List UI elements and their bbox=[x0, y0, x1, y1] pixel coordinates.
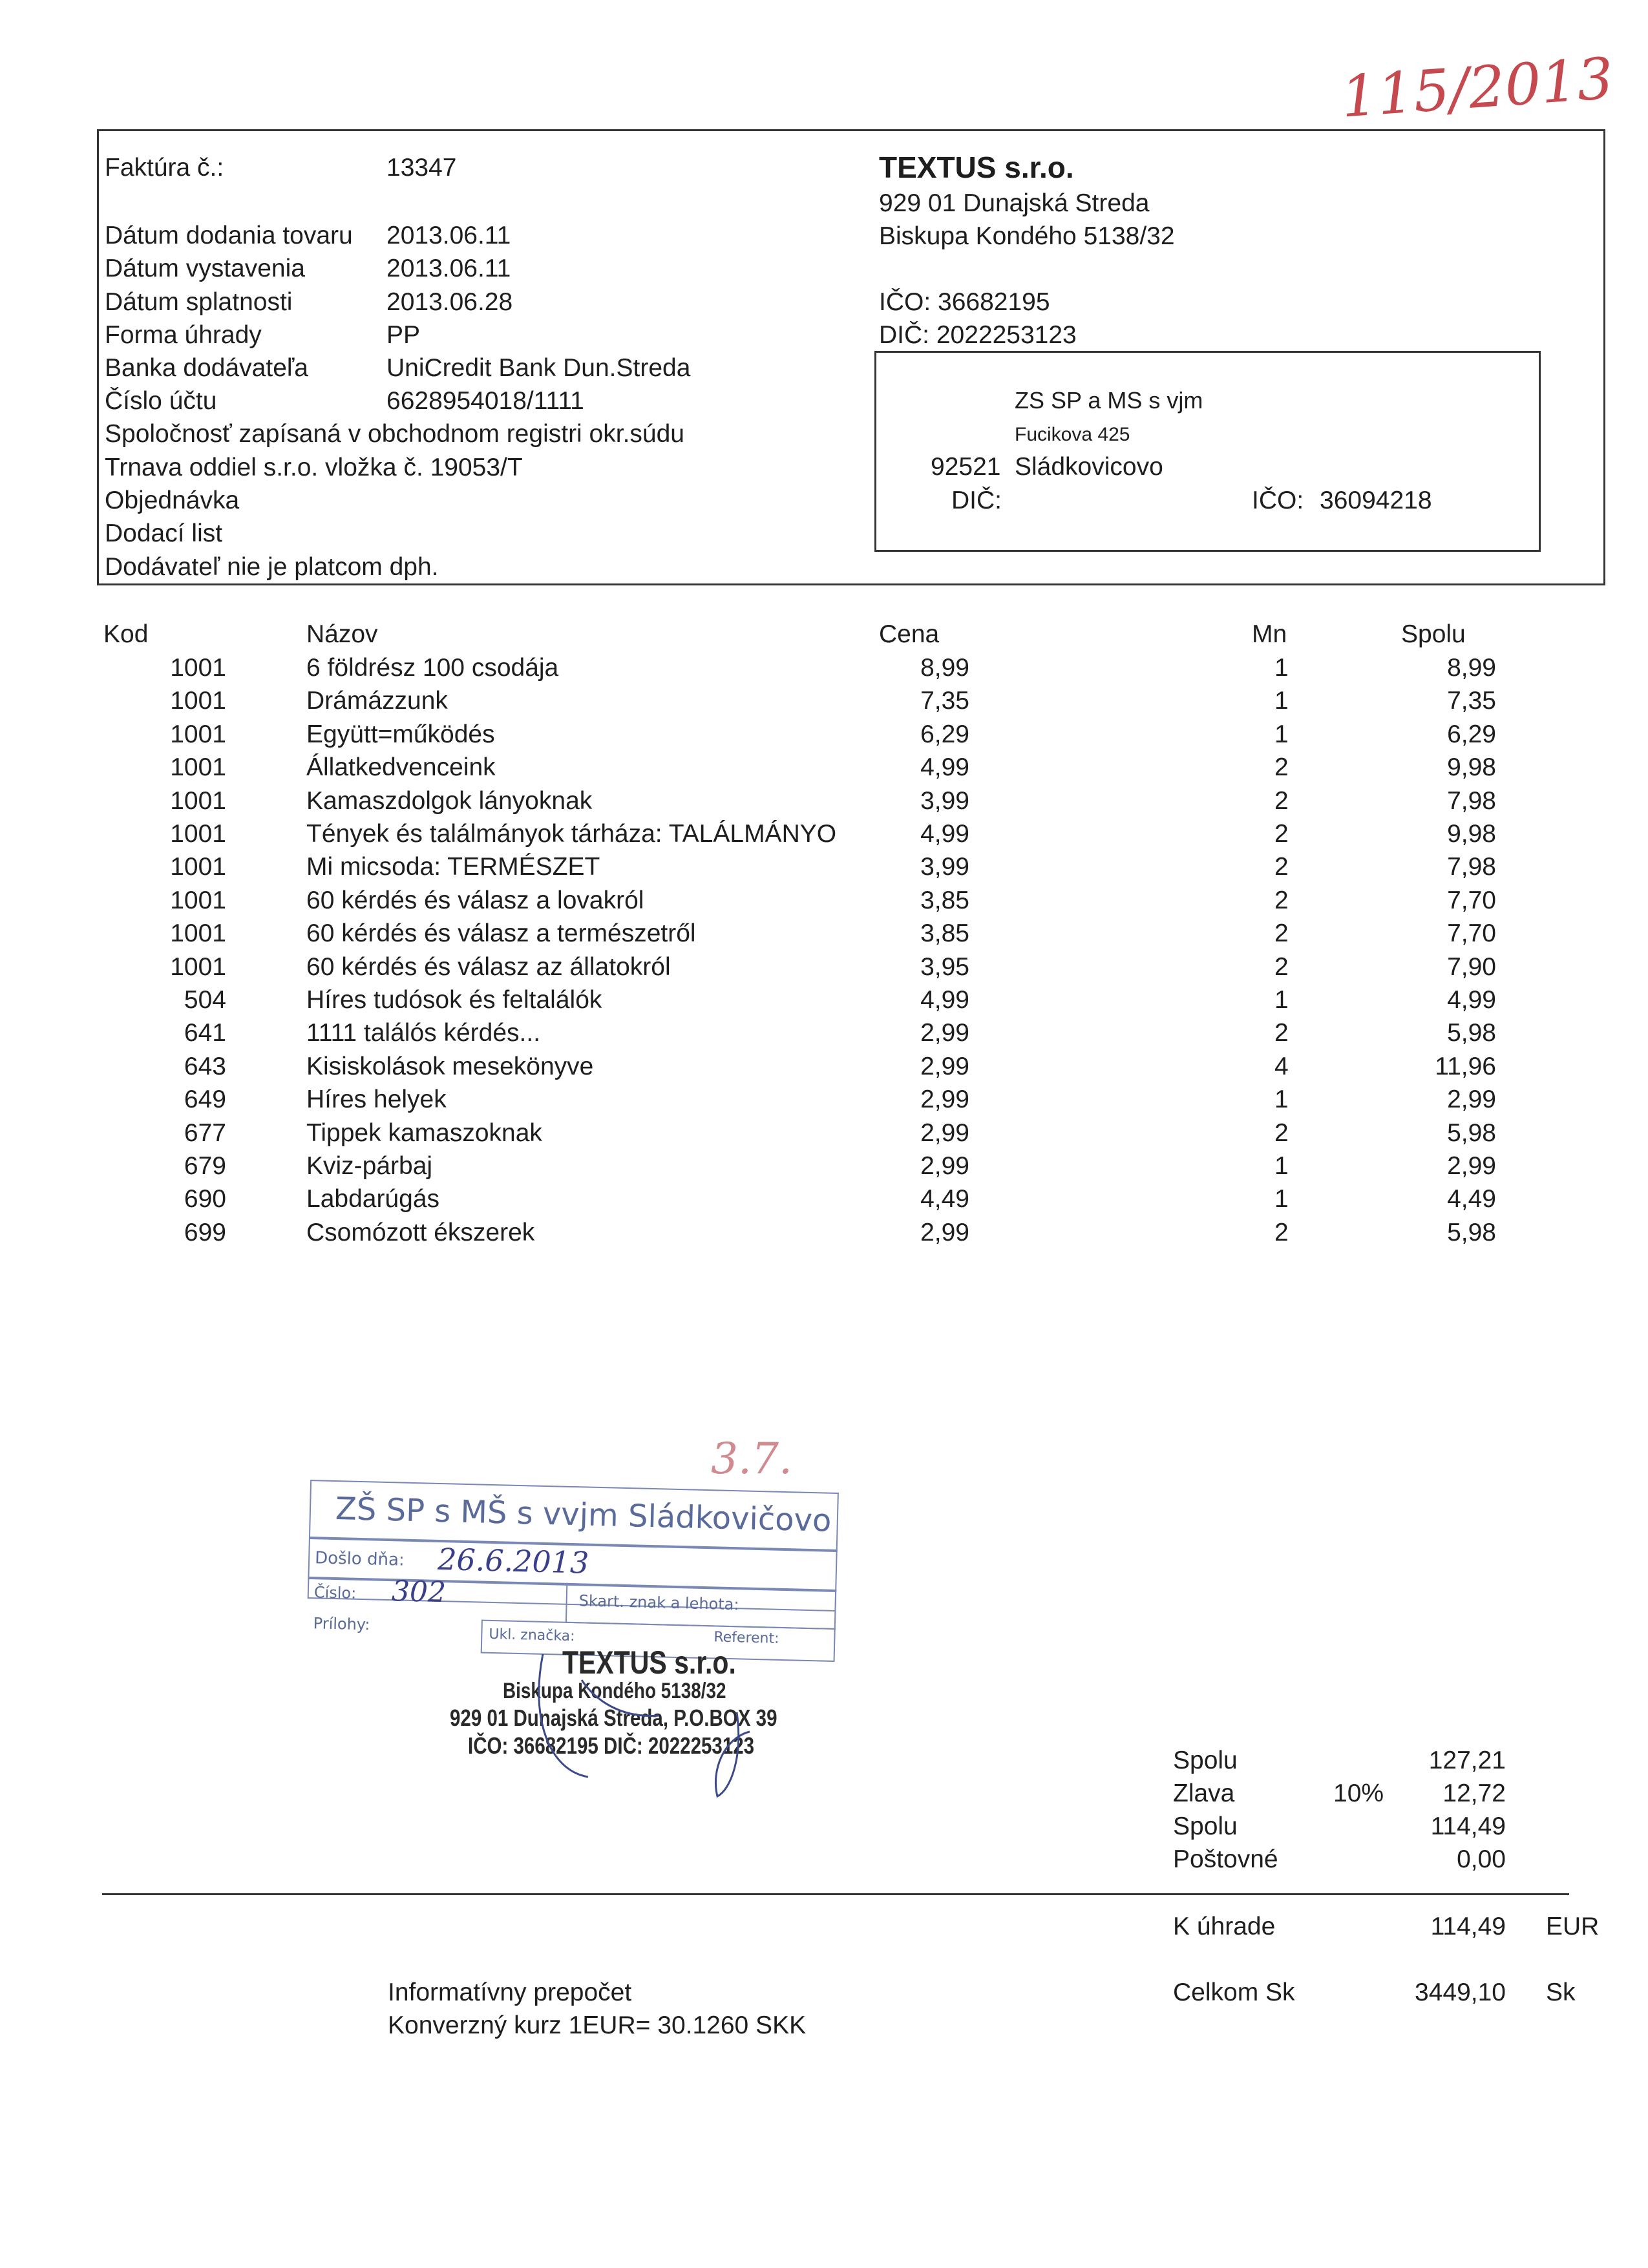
item-price: 4,99 bbox=[920, 753, 969, 781]
item-quantity: 2 bbox=[1274, 919, 1289, 947]
order-label: Objednávka bbox=[105, 487, 240, 514]
payment-method-value: PP bbox=[386, 321, 421, 349]
item-total: 7,70 bbox=[1447, 887, 1496, 914]
item-price: 3,99 bbox=[920, 787, 969, 815]
item-quantity: 1 bbox=[1274, 687, 1289, 715]
item-price: 2,99 bbox=[920, 1119, 969, 1147]
table-row bbox=[0, 919, 1648, 953]
item-name: 60 kérdés és válasz az állatokról bbox=[306, 953, 671, 981]
table-row bbox=[0, 986, 1648, 1020]
recipient-street: Fucikova 425 bbox=[1015, 424, 1130, 445]
column-header-nazov: Názov bbox=[306, 620, 378, 648]
item-code: 1001 bbox=[170, 887, 226, 914]
item-quantity: 1 bbox=[1274, 1086, 1289, 1113]
item-total: 9,98 bbox=[1447, 820, 1496, 848]
handwritten-mark: 3.7. bbox=[711, 1434, 792, 1484]
item-name: Tippek kamaszoknak bbox=[306, 1119, 542, 1147]
item-code: 690 bbox=[184, 1185, 226, 1213]
item-code: 649 bbox=[184, 1086, 226, 1113]
item-price: 2,99 bbox=[920, 1019, 969, 1047]
table-row bbox=[0, 820, 1648, 854]
item-code: 1001 bbox=[170, 820, 226, 848]
item-code: 1001 bbox=[170, 953, 226, 981]
stamp-skart-label: Skart. znak a lehota: bbox=[578, 1591, 739, 1614]
item-quantity: 1 bbox=[1274, 1152, 1289, 1180]
table-row bbox=[0, 1219, 1648, 1252]
delivery-date-label: Dátum dodania tovaru bbox=[105, 222, 353, 249]
supplier-address-1: 929 01 Dunajská Streda bbox=[879, 189, 1150, 217]
item-name: Csomózott ékszerek bbox=[306, 1219, 535, 1246]
item-name: Drámázzunk bbox=[306, 687, 448, 715]
item-quantity: 2 bbox=[1274, 1019, 1289, 1047]
supplier-dic: DIČ: 2022253123 bbox=[879, 321, 1077, 349]
table-row bbox=[0, 1086, 1648, 1119]
item-code: 1001 bbox=[170, 720, 226, 748]
item-name: Labdarúgás bbox=[306, 1185, 440, 1213]
item-total: 7,35 bbox=[1447, 687, 1496, 715]
item-price: 2,99 bbox=[920, 1152, 969, 1180]
invoice-number-label: Faktúra č.: bbox=[105, 154, 224, 182]
item-total: 7,90 bbox=[1447, 953, 1496, 981]
item-total: 5,98 bbox=[1447, 1219, 1496, 1246]
item-quantity: 2 bbox=[1274, 1219, 1289, 1246]
item-name: Tények és találmányok tárháza: TALÁLMÁNYO bbox=[306, 820, 837, 848]
supplier-name: TEXTUS s.r.o. bbox=[879, 151, 1074, 184]
delivery-note-label: Dodací list bbox=[105, 520, 223, 547]
item-quantity: 1 bbox=[1274, 986, 1289, 1014]
due-date-value: 2013.06.28 bbox=[386, 288, 513, 316]
item-total: 2,99 bbox=[1447, 1152, 1496, 1180]
item-quantity: 2 bbox=[1274, 820, 1289, 848]
account-number-value: 6628954018/1111 bbox=[386, 387, 584, 415]
amount-due-value: 114,49 bbox=[1430, 1913, 1506, 1940]
invoice-number-value: 13347 bbox=[386, 154, 457, 182]
item-quantity: 2 bbox=[1274, 887, 1289, 914]
stamp-cislo-value: 302 bbox=[391, 1575, 447, 1610]
conversion-line-2: Konverzný kurz 1EUR= 30.1260 SKK bbox=[388, 2011, 807, 2039]
item-total: 9,98 bbox=[1447, 753, 1496, 781]
item-name: Mi micsoda: TERMÉSZET bbox=[306, 853, 600, 881]
item-total: 4,49 bbox=[1447, 1185, 1496, 1213]
amount-due-currency: EUR bbox=[1546, 1913, 1600, 1940]
table-row bbox=[0, 687, 1648, 720]
table-row bbox=[0, 953, 1648, 987]
bank-label: Banka dodávateľa bbox=[105, 354, 308, 382]
item-name: Állatkedvenceink bbox=[306, 753, 496, 781]
item-price: 7,35 bbox=[920, 687, 969, 715]
stamp-cislo-label: Číslo: bbox=[313, 1583, 357, 1602]
item-code: 699 bbox=[184, 1219, 226, 1246]
item-quantity: 4 bbox=[1274, 1053, 1289, 1080]
handwritten-reference: 115/2013 bbox=[1338, 45, 1616, 131]
signature-scribble bbox=[504, 1641, 801, 1809]
item-quantity: 1 bbox=[1274, 1185, 1289, 1213]
registry-line-2: Trnava oddiel s.r.o. vložka č. 19053/T bbox=[105, 454, 523, 481]
item-code: 641 bbox=[184, 1019, 226, 1047]
item-code: 1001 bbox=[170, 687, 226, 715]
recipient-dic-label: DIČ: bbox=[951, 487, 1002, 514]
payment-method-label: Forma úhrady bbox=[105, 321, 262, 349]
item-quantity: 1 bbox=[1274, 654, 1289, 682]
item-name: 60 kérdés és válasz a természetről bbox=[306, 919, 696, 947]
total-sk-value: 3449,10 bbox=[1415, 1979, 1506, 2006]
item-price: 2,99 bbox=[920, 1053, 969, 1080]
registry-line-1: Spoločnosť zapísaná v obchodnom registri okr.súdu bbox=[105, 420, 684, 448]
item-name: Kviz-párbaj bbox=[306, 1152, 433, 1180]
item-code: 1001 bbox=[170, 919, 226, 947]
item-quantity: 2 bbox=[1274, 753, 1289, 781]
item-total: 8,99 bbox=[1447, 654, 1496, 682]
item-code: 1001 bbox=[170, 753, 226, 781]
item-name: Kamaszdolgok lányoknak bbox=[306, 787, 593, 815]
supplier-address-2: Biskupa Kondého 5138/32 bbox=[879, 222, 1175, 250]
item-code: 1001 bbox=[170, 787, 226, 815]
recipient-box bbox=[874, 351, 1541, 552]
item-name: Híres tudósok és feltalálók bbox=[306, 986, 602, 1014]
item-code: 504 bbox=[184, 986, 226, 1014]
item-code: 643 bbox=[184, 1053, 226, 1080]
item-total: 5,98 bbox=[1447, 1119, 1496, 1147]
table-row bbox=[0, 1185, 1648, 1219]
table-row bbox=[0, 720, 1648, 754]
recipient-ico-label: IČO: bbox=[1252, 487, 1304, 514]
subtotal-after-discount-value: 114,49 bbox=[1430, 1812, 1506, 1840]
recipient-ico-value: 36094218 bbox=[1320, 487, 1432, 514]
column-header-mn: Mn bbox=[1252, 620, 1287, 648]
table-row bbox=[0, 787, 1648, 821]
item-price: 3,85 bbox=[920, 887, 969, 914]
item-price: 8,99 bbox=[920, 654, 969, 682]
recipient-city: Sládkovicovo bbox=[1015, 453, 1163, 481]
subtotal-after-discount-label: Spolu bbox=[1173, 1812, 1238, 1840]
item-total: 11,96 bbox=[1435, 1053, 1496, 1080]
item-quantity: 1 bbox=[1274, 720, 1289, 748]
recipient-postcode: 92521 bbox=[931, 453, 1001, 481]
item-total: 4,99 bbox=[1447, 986, 1496, 1014]
recipient-name: ZS SP a MS s vjm bbox=[1015, 387, 1203, 414]
item-total: 2,99 bbox=[1447, 1086, 1496, 1113]
item-quantity: 2 bbox=[1274, 787, 1289, 815]
table-row bbox=[0, 654, 1648, 688]
discount-percent: 10% bbox=[1333, 1780, 1384, 1807]
subtotal-value: 127,21 bbox=[1428, 1747, 1506, 1774]
item-price: 2,99 bbox=[920, 1219, 969, 1246]
bank-value: UniCredit Bank Dun.Streda bbox=[386, 354, 691, 382]
stamp-dosio-value: 26.6.2013 bbox=[437, 1541, 589, 1580]
item-code: 1001 bbox=[170, 654, 226, 682]
item-name: 60 kérdés és válasz a lovakról bbox=[306, 887, 644, 914]
column-header-spolu: Spolu bbox=[1401, 620, 1466, 648]
subtotal-label: Spolu bbox=[1173, 1747, 1238, 1774]
amount-due-label: K úhrade bbox=[1173, 1913, 1276, 1940]
due-date-label: Dátum splatnosti bbox=[105, 288, 293, 316]
company-stamp-name: TEXTUS s.r.o. bbox=[562, 1644, 736, 1681]
item-total: 6,29 bbox=[1447, 720, 1496, 748]
item-total: 7,70 bbox=[1447, 919, 1496, 947]
stamp-dosio-label: Došlo dňa: bbox=[314, 1548, 405, 1570]
item-code: 677 bbox=[184, 1119, 226, 1147]
table-row bbox=[0, 1053, 1648, 1086]
column-header-kod: Kod bbox=[103, 620, 149, 648]
postage-value: 0,00 bbox=[1457, 1845, 1506, 1873]
item-price: 4,99 bbox=[920, 820, 969, 848]
item-total: 5,98 bbox=[1447, 1019, 1496, 1047]
vat-note: Dodávateľ nie je platcom dph. bbox=[105, 553, 439, 581]
table-row bbox=[0, 1152, 1648, 1186]
delivery-date-value: 2013.06.11 bbox=[386, 222, 511, 249]
discount-value: 12,72 bbox=[1442, 1780, 1506, 1807]
item-name: 1111 találós kérdés... bbox=[306, 1019, 541, 1047]
table-row bbox=[0, 1019, 1648, 1053]
item-name: 6 földrész 100 csodája bbox=[306, 654, 559, 682]
column-header-cena: Cena bbox=[879, 620, 940, 648]
item-code: 679 bbox=[184, 1152, 226, 1180]
postage-label: Poštovné bbox=[1173, 1845, 1278, 1873]
company-stamp-street: Biskupa Kondého 5138/32 bbox=[503, 1679, 726, 1703]
item-quantity: 2 bbox=[1274, 953, 1289, 981]
item-price: 2,99 bbox=[920, 1086, 969, 1113]
table-row bbox=[0, 753, 1648, 787]
item-quantity: 2 bbox=[1274, 853, 1289, 881]
item-name: Együtt=működés bbox=[306, 720, 495, 748]
item-price: 3,95 bbox=[920, 953, 969, 981]
stamp-title: ZŠ SP s MŠ s vvjm Sládkovičovo bbox=[335, 1491, 832, 1539]
supplier-ico: IČO: 36682195 bbox=[879, 288, 1050, 316]
item-price: 6,29 bbox=[920, 720, 969, 748]
issue-date-value: 2013.06.11 bbox=[386, 255, 511, 282]
item-price: 3,99 bbox=[920, 853, 969, 881]
company-stamp-city: 929 01 Dunajská Streda, P.O.BOX 39 bbox=[450, 1705, 777, 1731]
item-code: 1001 bbox=[170, 853, 226, 881]
item-price: 4,49 bbox=[920, 1185, 969, 1213]
item-price: 4,99 bbox=[920, 986, 969, 1014]
table-row bbox=[0, 887, 1648, 920]
item-price: 3,85 bbox=[920, 919, 969, 947]
stamp-prilohy-label: Prílohy: bbox=[313, 1614, 370, 1634]
stamp-referent-label: Referent: bbox=[713, 1629, 779, 1647]
item-total: 7,98 bbox=[1447, 787, 1496, 815]
account-number-label: Číslo účtu bbox=[105, 387, 217, 415]
total-sk-currency: Sk bbox=[1546, 1979, 1576, 2006]
table-row bbox=[0, 853, 1648, 887]
item-quantity: 2 bbox=[1274, 1119, 1289, 1147]
issue-date-label: Dátum vystavenia bbox=[105, 255, 305, 282]
item-total: 7,98 bbox=[1447, 853, 1496, 881]
discount-label: Zlava bbox=[1173, 1780, 1235, 1807]
item-name: Kisiskolások mesekönyve bbox=[306, 1053, 594, 1080]
table-row bbox=[0, 1119, 1648, 1153]
company-stamp-ids: IČO: 36682195 DIČ: 2022253123 bbox=[468, 1732, 755, 1759]
stamp-ukl-label: Ukl. značka: bbox=[489, 1626, 575, 1645]
total-sk-label: Celkom Sk bbox=[1173, 1979, 1295, 2006]
items-header-row bbox=[0, 620, 1648, 654]
item-name: Híres helyek bbox=[306, 1086, 447, 1113]
conversion-line-1: Informatívny prepočet bbox=[388, 1979, 632, 2006]
totals-divider bbox=[102, 1893, 1569, 1895]
